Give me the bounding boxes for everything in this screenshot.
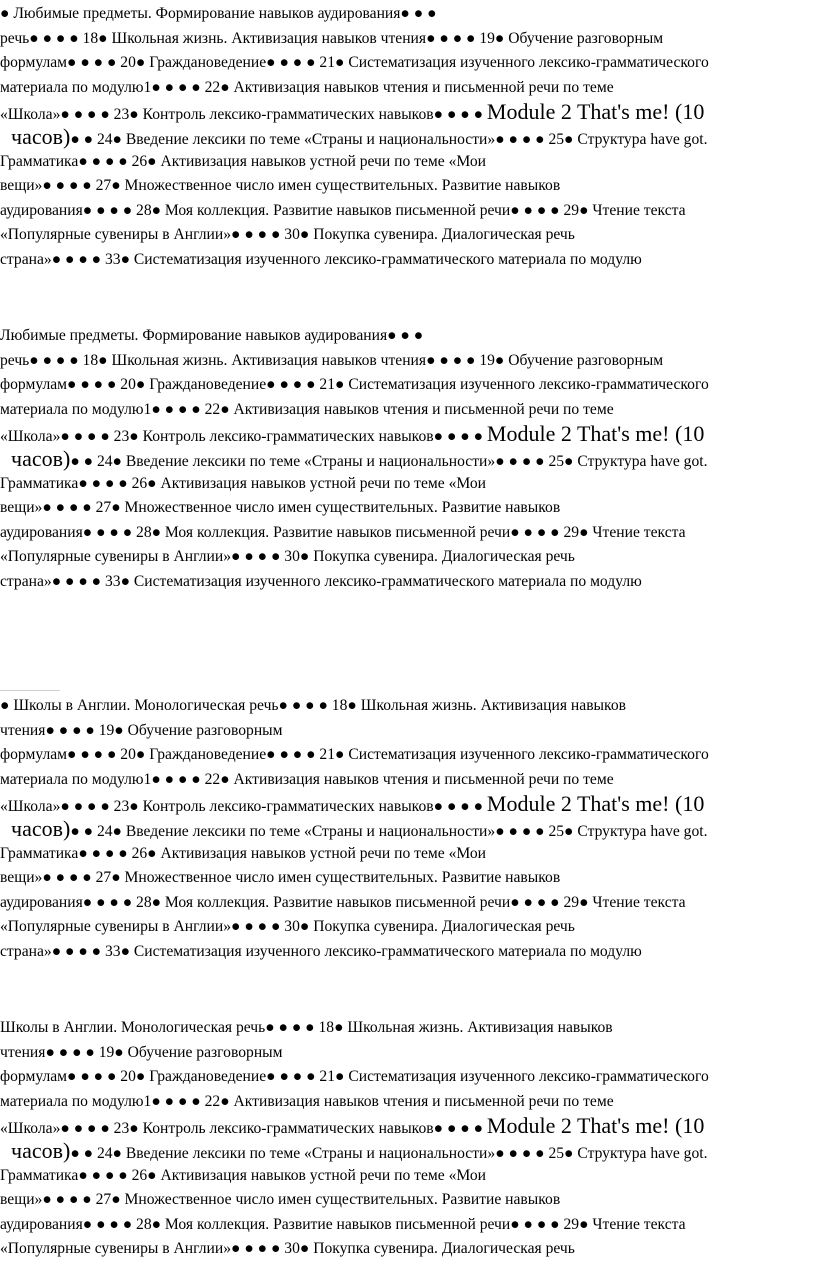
text-segment: ● ● 24● Введение лексики по теме «Страны и национальности»● ● ● ● 25● Структура have got. [70, 130, 708, 148]
text-segment: речь● ● ● ● 18● Школьная жизнь. Активизация навыков чтения● ● ● ● 19● Обучение разговорным [0, 29, 664, 47]
text-line [0, 1164, 816, 1189]
text-segment: Школы в Англии. Монологическая речь● ● ● ● 18● Школьная жизнь. Активизация навыков [0, 1019, 613, 1036]
text-segment: вещи»● ● ● ● 27● Множественное число имен существительных. Развитие навыков [0, 869, 561, 887]
module-heading: Module 2 That's me! (10 [486, 99, 705, 125]
text-line [0, 422, 816, 447]
text-segment: формулам● ● ● ● 20● Граждановедение● ● ● ● 21● Систематизация изученного лексико-грамматического [0, 746, 709, 764]
text-line [0, 1237, 816, 1262]
module-heading: часов) [0, 815, 71, 841]
text-line [0, 817, 816, 842]
text-segment: аудирования● ● ● ● 28● Моя коллекция. Развитие навыков письменной речи● ● ● ● 29● Чтение текста [0, 523, 686, 541]
text-line [0, 768, 816, 793]
text-segment: материала по модулю1● ● ● ● 22● Активизация навыков чтения и письменной речи по теме [0, 770, 614, 788]
text-line [0, 521, 816, 546]
text-segment: формулам● ● ● ● 20● Граждановедение● ● ● ● 21● Систематизация изученного лексико-грамматического [0, 1068, 709, 1086]
text-segment: Грамматика● ● ● ● 26● Активизация навыков устной речи по теме «Мои [0, 1166, 487, 1184]
module-heading: Module 2 That's me! (10 [486, 791, 705, 817]
text-line [0, 496, 816, 521]
module-heading: часов) [0, 1137, 71, 1163]
text-line [0, 1114, 816, 1139]
module-heading: Module 2 That's me! (10 [486, 1113, 705, 1139]
text-line [0, 1188, 816, 1213]
text-segment: аудирования● ● ● ● 28● Моя коллекция. Развитие навыков письменной речи● ● ● ● 29● Чтение текста [0, 201, 686, 219]
text-segment: чтения● ● ● ● 19● Обучение разговорным [0, 721, 283, 739]
text-line [0, 694, 816, 719]
text-line [0, 27, 816, 52]
text-line [0, 940, 816, 965]
text-line [0, 248, 816, 273]
text-segment: материала по модулю1● ● ● ● 22● Активизация навыков чтения и письменной речи по теме [0, 78, 614, 96]
text-block-3 [0, 694, 816, 965]
text-segment: вещи»● ● ● ● 27● Множественное число имен существительных. Развитие навыков [0, 177, 561, 195]
text-line [0, 349, 816, 374]
text-segment: аудирования● ● ● ● 28● Моя коллекция. Развитие навыков письменной речи● ● ● ● 29● Чтение текста [0, 893, 686, 911]
text-line [0, 223, 816, 248]
text-segment: «Школа»● ● ● ● 23● Контроль лексико-грамматических навыков● ● ● ● [0, 106, 487, 124]
text-segment: ● ● 24● Введение лексики по теме «Страны и национальности»● ● ● ● 25● Структура have got. [70, 822, 708, 840]
module-heading: Module 2 That's me! (10 [486, 421, 705, 447]
text-line [0, 545, 816, 570]
text-segment: формулам● ● ● ● 20● Граждановедение● ● ● ● 21● Систематизация изученного лексико-грамматического [0, 376, 709, 394]
text-segment: «Школа»● ● ● ● 23● Контроль лексико-грамматических навыков● ● ● ● [0, 1120, 487, 1138]
text-segment: «Школа»● ● ● ● 23● Контроль лексико-грамматических навыков● ● ● ● [0, 428, 487, 446]
text-line [0, 915, 816, 940]
text-segment: ● ● 24● Введение лексики по теме «Страны и национальности»● ● ● ● 25● Структура have got. [70, 452, 708, 470]
text-segment: Грамматика● ● ● ● 26● Активизация навыков устной речи по теме «Мои [0, 474, 487, 492]
text-block-1 [0, 2, 816, 273]
text-line [0, 76, 816, 101]
text-segment: «Популярные сувениры в Англии»● ● ● ● 30● Покупка сувенира. Диалогическая речь [0, 1240, 575, 1258]
text-line [0, 719, 816, 744]
text-line [0, 199, 816, 224]
text-line [0, 1016, 816, 1041]
text-segment: ● Любимые предметы. Формирование навыков аудирования● ● ● [0, 5, 437, 22]
text-segment: Грамматика● ● ● ● 26● Активизация навыков устной речи по теме «Мои [0, 844, 487, 862]
text-block-2 [0, 324, 816, 595]
text-segment: чтения● ● ● ● 19● Обучение разговорным [0, 1043, 283, 1061]
text-segment: страна»● ● ● ● 33● Систематизация изученного лексико-грамматического материала по модулю [0, 942, 642, 960]
text-segment: речь● ● ● ● 18● Школьная жизнь. Активизация навыков чтения● ● ● ● 19● Обучение разговорным [0, 351, 664, 369]
divider [0, 690, 60, 691]
text-line [0, 324, 816, 349]
text-line [0, 1065, 816, 1090]
module-heading: часов) [0, 445, 71, 471]
text-segment: формулам● ● ● ● 20● Граждановедение● ● ● ● 21● Систематизация изученного лексико-грамматического [0, 54, 709, 72]
text-line [0, 447, 816, 472]
text-segment: материала по модулю1● ● ● ● 22● Активизация навыков чтения и письменной речи по теме [0, 400, 614, 418]
text-line [0, 1041, 816, 1066]
text-segment: «Популярные сувениры в Англии»● ● ● ● 30● Покупка сувенира. Диалогическая речь [0, 918, 575, 936]
text-line [0, 174, 816, 199]
text-line [0, 150, 816, 175]
text-segment: аудирования● ● ● ● 28● Моя коллекция. Развитие навыков письменной речи● ● ● ● 29● Чтение текста [0, 1215, 686, 1233]
text-line [0, 792, 816, 817]
text-line [0, 51, 816, 76]
text-segment: «Школа»● ● ● ● 23● Контроль лексико-грамматических навыков● ● ● ● [0, 798, 487, 816]
text-line [0, 1090, 816, 1115]
text-line [0, 570, 816, 595]
text-line [0, 373, 816, 398]
text-segment: ● ● 24● Введение лексики по теме «Страны и национальности»● ● ● ● 25● Структура have got. [70, 1144, 708, 1162]
text-line [0, 866, 816, 891]
text-segment: страна»● ● ● ● 33● Систематизация изученного лексико-грамматического материала по модулю [0, 572, 642, 590]
text-line [0, 100, 816, 125]
text-line [0, 472, 816, 497]
text-line [0, 2, 816, 27]
text-segment: страна»● ● ● ● 33● Систематизация изученного лексико-грамматического материала по модулю [0, 250, 642, 268]
text-segment: Грамматика● ● ● ● 26● Активизация навыков устной речи по теме «Мои [0, 152, 487, 170]
text-segment: «Популярные сувениры в Англии»● ● ● ● 30● Покупка сувенира. Диалогическая речь [0, 548, 575, 566]
text-segment: вещи»● ● ● ● 27● Множественное число имен существительных. Развитие навыков [0, 1191, 561, 1209]
text-line [0, 891, 816, 916]
text-segment: вещи»● ● ● ● 27● Множественное число имен существительных. Развитие навыков [0, 499, 561, 517]
text-line [0, 842, 816, 867]
module-heading: часов) [0, 123, 71, 149]
text-segment: Любимые предметы. Формирование навыков аудирования● ● ● [0, 327, 424, 344]
text-segment: «Популярные сувениры в Англии»● ● ● ● 30● Покупка сувенира. Диалогическая речь [0, 226, 575, 244]
text-line [0, 398, 816, 423]
text-line [0, 1139, 816, 1164]
text-line [0, 743, 816, 768]
text-block-4 [0, 1016, 816, 1262]
text-line [0, 125, 816, 150]
text-segment: ● Школы в Англии. Монологическая речь● ● ● ● 18● Школьная жизнь. Активизация навыков [0, 697, 626, 714]
text-segment: материала по модулю1● ● ● ● 22● Активизация навыков чтения и письменной речи по теме [0, 1092, 614, 1110]
text-line [0, 1213, 816, 1238]
